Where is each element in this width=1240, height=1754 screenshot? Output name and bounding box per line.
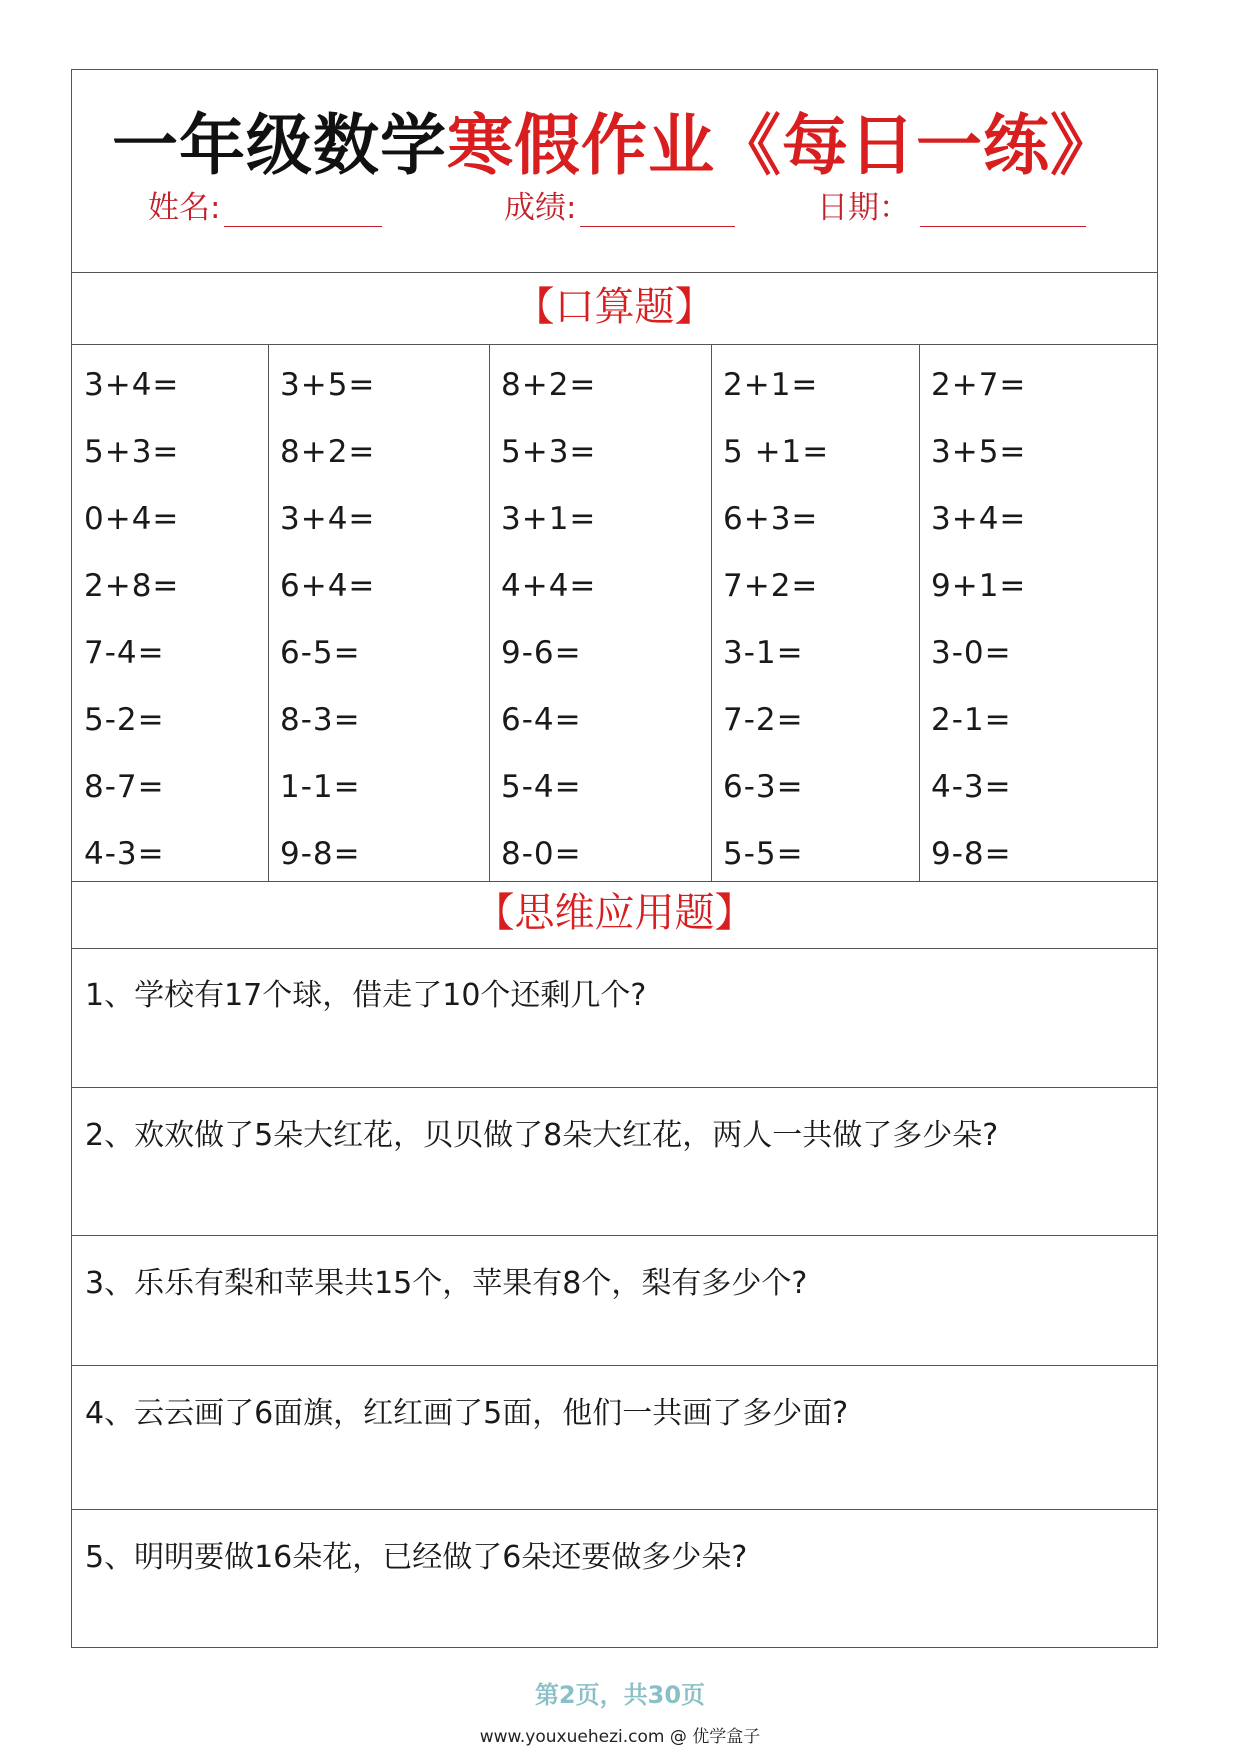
oral-item: 3+4= xyxy=(84,367,180,403)
oral-item: 2+8= xyxy=(84,568,180,604)
oral-item: 3-0= xyxy=(931,635,1012,671)
oral-column-1 xyxy=(72,344,268,881)
oral-column-5 xyxy=(919,344,1157,881)
oral-item: 5-5= xyxy=(723,836,804,872)
oral-item: 1-1= xyxy=(280,769,361,805)
date-label: 日期： xyxy=(817,190,910,226)
oral-item: 4-3= xyxy=(84,836,165,872)
page-title xyxy=(72,92,1157,187)
oral-item: 8+2= xyxy=(501,367,597,403)
question-text: 5、明明要做16朵花，已经做了6朵还要做多少朵? xyxy=(85,1540,748,1575)
oral-item: 9+1= xyxy=(931,568,1027,604)
oral-item: 6+3= xyxy=(723,501,819,537)
score-field xyxy=(504,182,735,227)
oral-item: 5+3= xyxy=(84,434,180,470)
question-row-2 xyxy=(72,1088,1157,1236)
oral-column-4 xyxy=(711,344,919,881)
question-text: 2、欢欢做了5朵大红花，贝贝做了8朵大红花，两人一共做了多少朵? xyxy=(85,1118,999,1153)
oral-item: 7+2= xyxy=(723,568,819,604)
oral-item: 7-4= xyxy=(84,635,165,671)
worksheet-header xyxy=(72,70,1157,273)
title-black-part: 一年级数学 xyxy=(112,107,447,184)
oral-item: 6-4= xyxy=(501,702,582,738)
score-label: 成绩: xyxy=(504,190,577,226)
question-text: 3、乐乐有梨和苹果共15个，苹果有8个，梨有多少个? xyxy=(85,1266,808,1301)
oral-item: 8-7= xyxy=(84,769,165,805)
oral-item: 8-0= xyxy=(501,836,582,872)
oral-item: 2+1= xyxy=(723,367,819,403)
oral-item: 2+7= xyxy=(931,367,1027,403)
info-fields xyxy=(72,182,1157,232)
title-red-part: 寒假作业《每日一练》 xyxy=(447,107,1117,184)
page-number: 第2页，共30页 xyxy=(534,1681,706,1709)
oral-item: 3+4= xyxy=(931,501,1027,537)
section-thinking-title: 【思维应用题】 xyxy=(474,890,755,936)
oral-item: 3+5= xyxy=(280,367,376,403)
question-row-4 xyxy=(72,1366,1157,1510)
section-oral-header xyxy=(72,272,1157,345)
name-blank[interactable] xyxy=(224,190,382,227)
oral-item: 9-8= xyxy=(931,836,1012,872)
oral-item: 8+2= xyxy=(280,434,376,470)
question-row-1 xyxy=(72,948,1157,1088)
question-row-3 xyxy=(72,1236,1157,1366)
oral-item: 5+3= xyxy=(501,434,597,470)
oral-item: 9-6= xyxy=(501,635,582,671)
date-blank[interactable] xyxy=(920,190,1086,227)
oral-item: 6-5= xyxy=(280,635,361,671)
oral-item: 4-3= xyxy=(931,769,1012,805)
oral-item: 4+4= xyxy=(501,568,597,604)
oral-item: 3+1= xyxy=(501,501,597,537)
oral-item: 9-8= xyxy=(280,836,361,872)
section-thinking-header xyxy=(72,881,1157,949)
name-label: 姓名: xyxy=(148,190,221,226)
date-field xyxy=(817,182,1086,227)
oral-item: 3-1= xyxy=(723,635,804,671)
oral-item: 8-3= xyxy=(280,702,361,738)
oral-item: 3+5= xyxy=(931,434,1027,470)
oral-item: 6+4= xyxy=(280,568,376,604)
question-row-5 xyxy=(72,1510,1157,1647)
oral-item: 0+4= xyxy=(84,501,180,537)
oral-column-2 xyxy=(268,344,489,881)
oral-item: 5-4= xyxy=(501,769,582,805)
oral-item: 3+4= xyxy=(280,501,376,537)
oral-item: 7-2= xyxy=(723,702,804,738)
score-blank[interactable] xyxy=(580,190,735,227)
oral-item: 2-1= xyxy=(931,702,1012,738)
oral-column-3 xyxy=(489,344,711,881)
name-field xyxy=(148,182,382,227)
site-credit: www.youxuehezi.com @ 优学盒子 xyxy=(479,1727,761,1747)
question-text: 1、学校有17个球，借走了10个还剩几个? xyxy=(85,978,647,1013)
question-text: 4、云云画了6面旗，红红画了5面，他们一共画了多少面? xyxy=(85,1396,849,1431)
oral-arithmetic-grid xyxy=(72,344,1157,882)
oral-item: 5 +1= xyxy=(723,434,830,470)
section-oral-title: 【口算题】 xyxy=(514,284,715,330)
worksheet xyxy=(71,69,1158,1648)
oral-item: 5-2= xyxy=(84,702,165,738)
oral-item: 6-3= xyxy=(723,769,804,805)
